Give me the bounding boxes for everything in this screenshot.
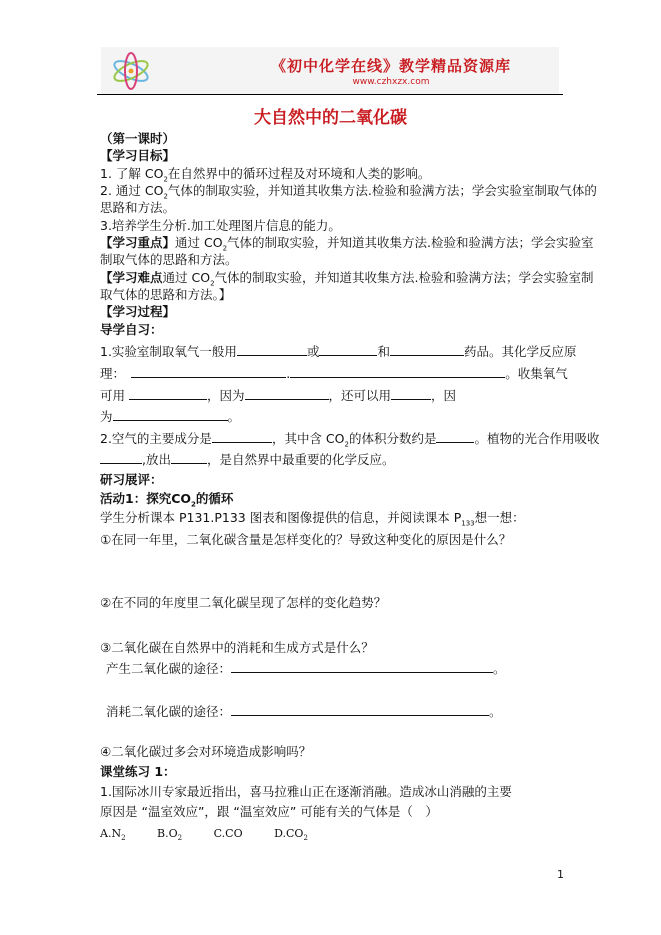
question-1-line4: 为 。 bbox=[100, 409, 241, 424]
difficult-points-cont: 取气体的思路和方法。】 bbox=[100, 287, 232, 302]
goal-2: 2. 通过 $CO_2$气体的制取实验，并知道其收集方法.检验和验满方法；学会实验室制取气体的 bbox=[100, 183, 597, 201]
key-points-cont: 制取气体的思路和方法。 bbox=[100, 252, 238, 267]
goal-1: 1. 了解 $CO_2$在自然界中的循环过程及对环境和人类的影响。 bbox=[100, 166, 431, 184]
question-1: 1.实验室制取氧气一般用 或 和 药品。其化学反应原 bbox=[100, 344, 577, 359]
banner-url: www.czhxzx.com bbox=[352, 77, 430, 87]
review-heading: 研习展评： bbox=[100, 472, 163, 487]
question-c3: ③二氧化碳在自然界中的消耗和生成方式是什么？ bbox=[100, 640, 374, 655]
activity-1-heading: 活动1：探究$CO_2$的循环 bbox=[100, 491, 234, 509]
page-number: 1 bbox=[557, 868, 564, 881]
atom-logo-icon bbox=[109, 51, 153, 91]
option-c[interactable]: C.CO bbox=[213, 827, 243, 840]
goals-heading: 【学习目标】 bbox=[100, 148, 176, 163]
difficult-points: 【学习难点通过 $CO_2$气体的制取实验，并知道其收集方法.检验和验满方法；学会实验室制 bbox=[100, 270, 594, 288]
question-c2: ②在不同的年度里二氧化碳呈现了怎样的变化趋势？ bbox=[100, 595, 387, 610]
produce-co2-line: 产生二氧化碳的途径： 。 bbox=[106, 661, 506, 676]
practice-heading: 课堂练习 1： bbox=[100, 764, 176, 779]
header-divider bbox=[97, 94, 563, 95]
practice-question-1: 1.国际冰川专家最近指出，喜马拉雅山正在逐渐消融。造成冰山消融的主要 bbox=[100, 784, 512, 799]
practice-question-1-cont: 原因是 “温室效应”，跟 “温室效应” 可能有关的气体是（ ） bbox=[100, 804, 438, 819]
key-points: 【学习重点】通过 $CO_2$气体的制取实验，并知道其收集方法.检验和验满方法；学会实验室 bbox=[100, 235, 594, 253]
question-c4: ④二氧化碳过多会对环境造成影响吗？ bbox=[100, 744, 312, 759]
question-1-line2: 理： . 。收集氧气 bbox=[100, 366, 568, 381]
goal-3: 3.培养学生分析.加工处理图片信息的能力。 bbox=[100, 218, 341, 233]
question-1-line3: 可用 ，因为 ，还可以用 ，因 bbox=[100, 388, 457, 403]
self-study-heading: 导学自习： bbox=[100, 322, 163, 337]
analyze-text: 学生分析课本 P131.P133 图表和图像提供的信息，并阅读课本 $P_{133}$想一想： bbox=[100, 510, 525, 528]
question-c1: ①在同一年里，二氧化碳含量是怎样变化的？导致这种变化的原因是什么？ bbox=[100, 532, 512, 547]
goal-2-cont: 思路和方法。 bbox=[100, 200, 176, 215]
option-b[interactable]: $B.O_2$ bbox=[157, 827, 183, 843]
lesson-label: （第一课时） bbox=[100, 131, 176, 146]
banner-title: 《初中化学在线》教学精品资源库 bbox=[270, 57, 511, 75]
page-title: 大自然中的二氧化碳 bbox=[254, 108, 407, 128]
header-banner bbox=[101, 47, 559, 95]
option-a[interactable]: $A.N_2$ bbox=[100, 827, 126, 843]
consume-co2-line: 消耗二氧化碳的途径： 。 bbox=[106, 704, 502, 719]
question-2: 2.空气的主要成分是 ，其中含 $CO_2$的体积分数约是 。植物的光合作用吸收 bbox=[100, 431, 600, 449]
question-2-line2: ,放出 ，是自然界中最重要的化学反应。 bbox=[100, 451, 395, 468]
process-heading: 【学习过程】 bbox=[100, 304, 176, 319]
option-d[interactable]: $D.CO_2$ bbox=[274, 827, 308, 843]
answer-options bbox=[100, 826, 308, 846]
